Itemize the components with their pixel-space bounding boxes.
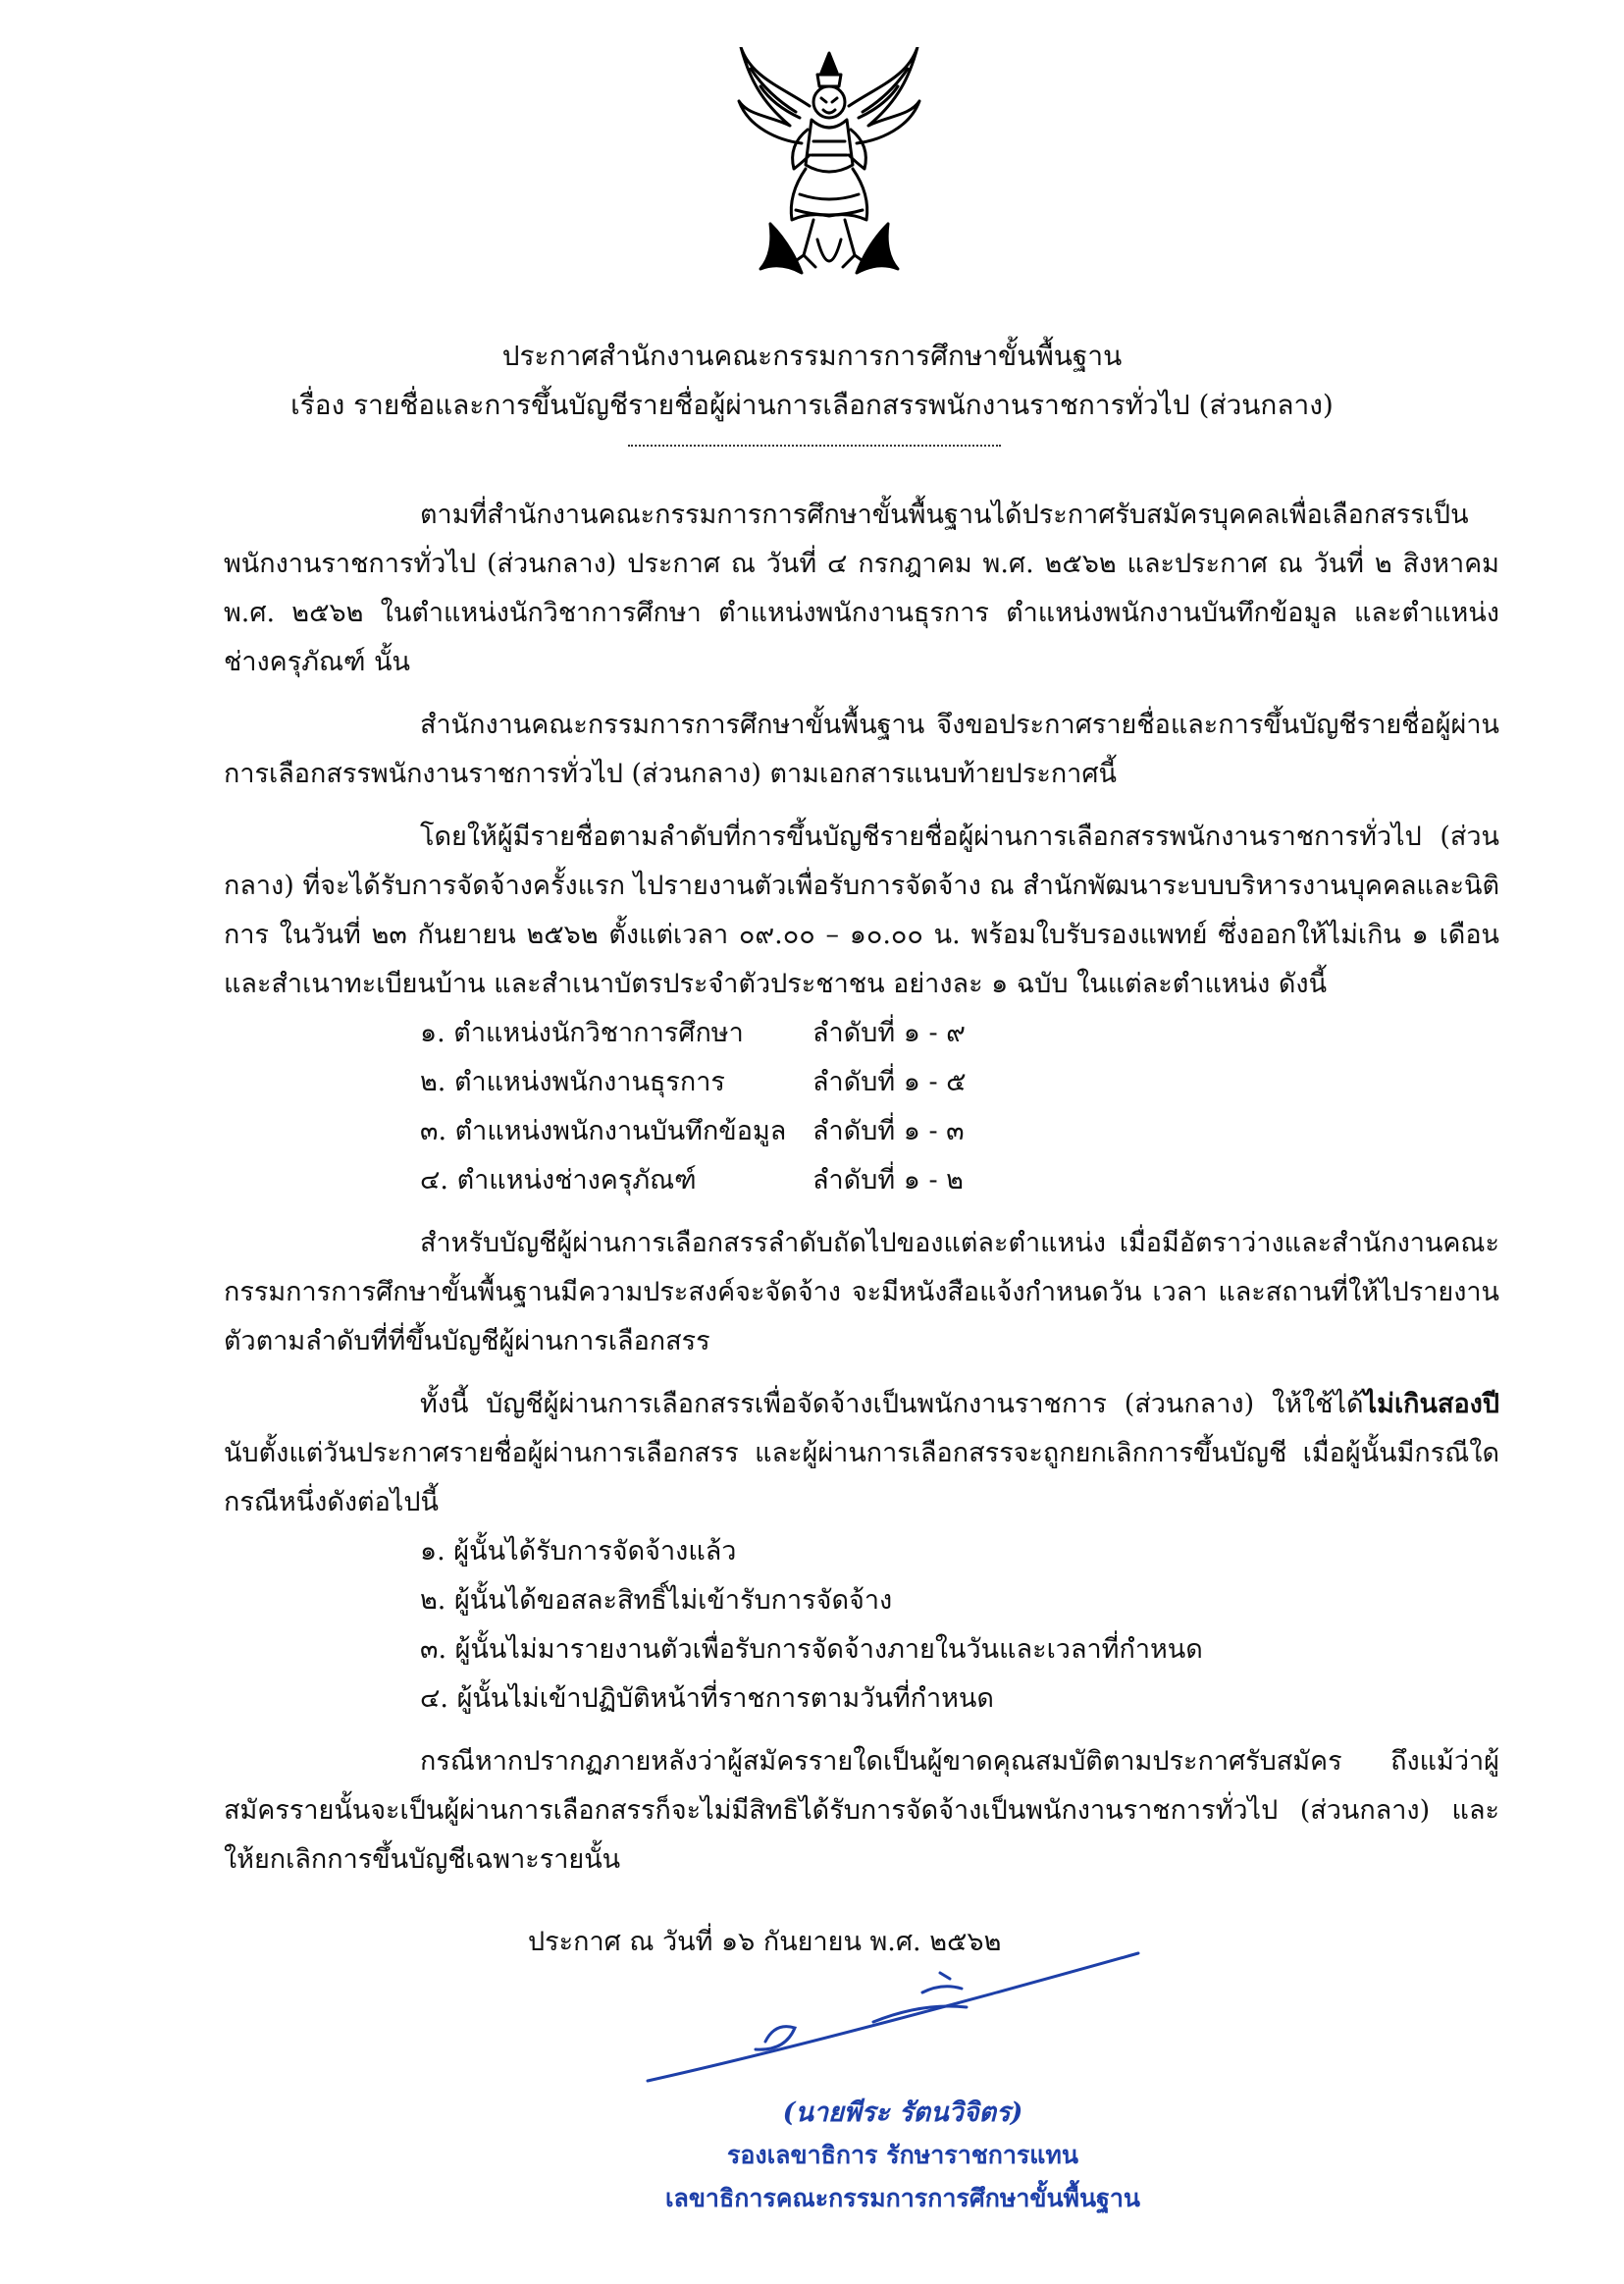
paragraph-5-rest: นับตั้งแต่วันประกาศรายชื่อผู้ผ่านการเลือกสรร และผู้ผ่านการเลือกสรรจะถูกยกเลิกการขึ้นบัญชี เมื่อผู้นั้นมีกรณีใดกรณีหนึ่งดังต่อไปนี้ [224,1438,1499,1517]
paragraph-4: สำหรับบัญชีผู้ผ่านการเลือกสรรลำดับถัดไปของแต่ละตำแหน่ง เมื่อมีอัตราว่างและสำนักงานคณะกรรมการการศึกษาขั้นพื้นฐานมีความประสงค์จะจัดจ้าง จะมีหนังสือแจ้งกำหนดวัน เวลา และสถานที่ให้ไปรายงานตัวตามลำดับที่ที่ขึ้นบัญชีผู้ผ่านการเลือกสรร [224,1228,1499,1356]
list-item: ๒. ผู้นั้นได้ขอสละสิทธิ์ไม่เข้ารับการจัดจ้าง [420,1585,893,1616]
announcement-body [224,491,1499,1967]
position-range: ลำดับที่ ๑ - ๕ [812,1067,967,1097]
position-name: ๒. ตำแหน่งพนักงานธุรการ [420,1067,725,1097]
list-item: ๔. ผู้นั้นไม่เข้าปฏิบัติหน้าที่ราชการตามวันที่กำหนด [420,1683,994,1714]
list-item [420,1156,1499,1205]
list-item [420,1058,1499,1107]
announcement-subject: เรื่อง รายชื่อและการขึ้นบัญชีรายชื่อผู้ผ่านการเลือกสรรพนักงานราชการทั่วไป (ส่วนกลาง) [290,389,1334,421]
paragraph-5 [224,1380,1499,1527]
garuda-emblem-icon [731,47,927,292]
paragraph-5-text: ทั้งนี้ บัญชีผู้ผ่านการเลือกสรรเพื่อจัดจ้างเป็นพนักงานราชการ (ส่วนกลาง) ให้ใช้ได้ [420,1389,1364,1419]
paragraph-2: สำนักงานคณะกรรมการการศึกษาขั้นพื้นฐาน จึงขอประกาศรายชื่อและการขึ้นบัญชีรายชื่อผู้ผ่านการเลือกสรรพนักงานราชการทั่วไป (ส่วนกลาง) ตามเอกสารแนบท้ายประกาศนี้ [224,710,1499,789]
signatory-title: รองเลขาธิการ รักษาราชการแทน [726,2141,1078,2169]
list-item: ๑. ผู้นั้นได้รับการจัดจ้างแล้ว [420,1536,737,1567]
announcement-title: ประกาศสำนักงานคณะกรรมการการศึกษาขั้นพื้นฐาน [501,340,1123,372]
position-range: ลำดับที่ ๑ - ๓ [812,1116,965,1146]
paragraph-3: โดยให้ผู้มีรายชื่อตามลำดับที่การขึ้นบัญชีรายชื่อผู้ผ่านการเลือกสรรพนักงานราชการทั่วไป (ส่วนกลาง) ที่จะได้รับการจัดจ้างครั้งแรก ไปรายงานตัวเพื่อรับการจัดจ้าง ณ สำนักพัฒนาระบบบริหารงานบุคคลและนิติการ ในวันที่ ๒๓ กันยายน ๒๕๖๒ ตั้งแต่เวลา ๐๙.๐๐ – ๑๐.๐๐ น. พร้อมใบรับรองแพทย์ ซึ่งออกให้ไม่เกิน ๑ เดือน และสำเนาทะเบียนบ้าน และสำเนาบัตรประจำตัวประชาชน อย่างละ ๑ ฉบับ ในแต่ละตำแหน่ง ดังนี้ [224,822,1499,999]
divider-dots [628,445,1001,447]
position-name: ๑. ตำแหน่งนักวิชาการศึกษา [420,1018,744,1048]
position-range: ลำดับที่ ๑ - ๒ [812,1165,964,1195]
signatory-name: (นายพีระ รัตนวิจิตร) [782,2098,1023,2128]
list-item [420,1009,1499,1058]
list-item [420,1107,1499,1156]
announcement-date: ประกาศ ณ วันที่ ๑๖ กันยายน พ.ศ. ๒๕๖๒ [528,1927,1002,1957]
list-item: ๓. ผู้นั้นไม่มารายงานตัวเพื่อรับการจัดจ้างภายในวันและเวลาที่กำหนด [420,1634,1203,1665]
positions-list [224,1009,1499,1205]
handwritten-signature [628,1934,1178,2169]
position-name: ๓. ตำแหน่งพนักงานบันทึกข้อมูล [420,1116,787,1146]
cancellation-cases-list [224,1527,1499,1724]
signatory-office: เลขาธิการคณะกรรมการการศึกษาขั้นพื้นฐาน [664,2184,1141,2212]
position-range: ลำดับที่ ๑ - ๙ [812,1018,966,1048]
validity-period: ไม่เกินสองปี [1363,1389,1499,1419]
paragraph-1: ตามที่สำนักงานคณะกรรมการการศึกษาขั้นพื้นฐานได้ประกาศรับสมัครบุคคลเพื่อเลือกสรรเป็นพนักงานราชการทั่วไป (ส่วนกลาง) ประกาศ ณ วันที่ ๔ กรกฎาคม พ.ศ. ๒๕๖๒ และประกาศ ณ วันที่ ๒ สิงหาคม พ.ศ. ๒๕๖๒ ในตำแหน่งนักวิชาการศึกษา ตำแหน่งพนักงานธุรการ ตำแหน่งพนักงานบันทึกข้อมูล และตำแหน่งช่างครุภัณฑ์ นั้น [224,500,1499,677]
position-name: ๔. ตำแหน่งช่างครุภัณฑ์ [420,1165,697,1195]
paragraph-6: กรณีหากปรากฏภายหลังว่าผู้สมัครรายใดเป็นผู้ขาดคุณสมบัติตามประกาศรับสมัคร ถึงแม้ว่าผู้สมัครรายนั้นจะเป็นผู้ผ่านการเลือกสรรก็จะไม่มีสิทธิได้รับการจัดจ้างเป็นพนักงานราชการทั่วไป (ส่วนกลาง) และให้ยกเลิกการขึ้นบัญชีเฉพาะรายนั้น [224,1746,1499,1875]
